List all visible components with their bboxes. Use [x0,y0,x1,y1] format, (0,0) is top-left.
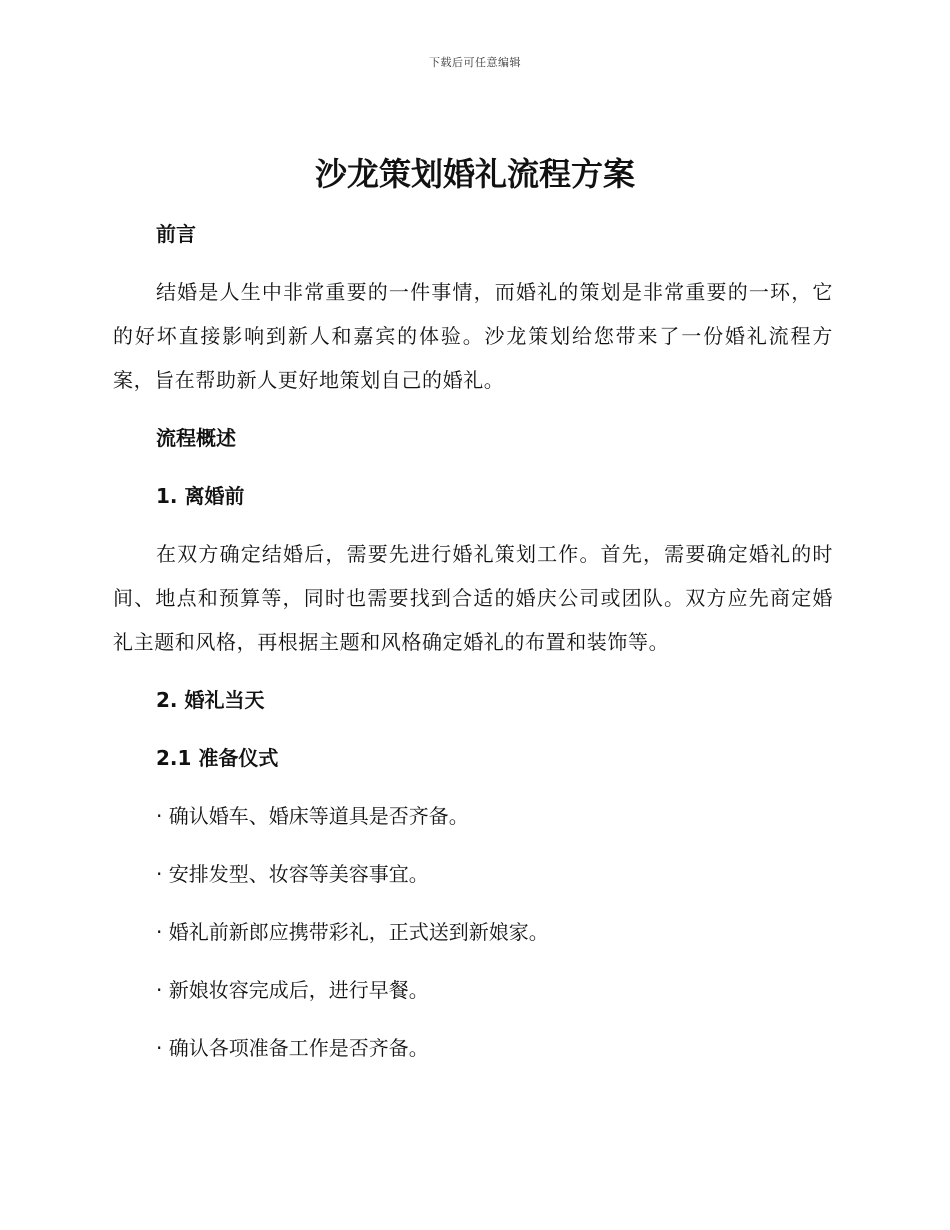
step2-heading: 2. 婚礼当天 [156,688,265,712]
step1-paragraph: 在双方确定结婚后，需要先进行婚礼策划工作。首先，需要确定婚礼的时间、地点和预算等，同时也需要找到合适的婚庆公司或团队。双方应先商定婚礼主题和风格，再根据主题和风格确定婚礼的布置和装饰等。 [113,542,833,654]
list-item: · 确认婚车、婚床等道具是否齐备。 [156,804,469,828]
list-item: · 新娘妆容完成后，进行早餐。 [156,978,429,1002]
list-item: · 确认各项准备工作是否齐备。 [156,1036,429,1060]
document-body [113,200,833,1070]
list-item: · 婚礼前新郎应携带彩礼，正式送到新娘家。 [156,920,549,944]
list-item: · 安排发型、妆容等美容事宜。 [156,862,429,886]
step2-1-heading: 2.1 准备仪式 [156,746,279,770]
preface-paragraph: 结婚是人生中非常重要的一件事情，而婚礼的策划是非常重要的一环，它的好坏直接影响到新人和嘉宾的体验。沙龙策划给您带来了一份婚礼流程方案，旨在帮助新人更好地策划自己的婚礼。 [113,280,833,392]
step1-heading: 1. 离婚前 [156,484,245,508]
preface-heading: 前言 [156,222,196,246]
document-title: 沙龙策划婚礼流程方案 [314,155,635,193]
header-note: 下载后可任意编辑 [429,56,521,69]
overview-heading: 流程概述 [156,426,236,450]
